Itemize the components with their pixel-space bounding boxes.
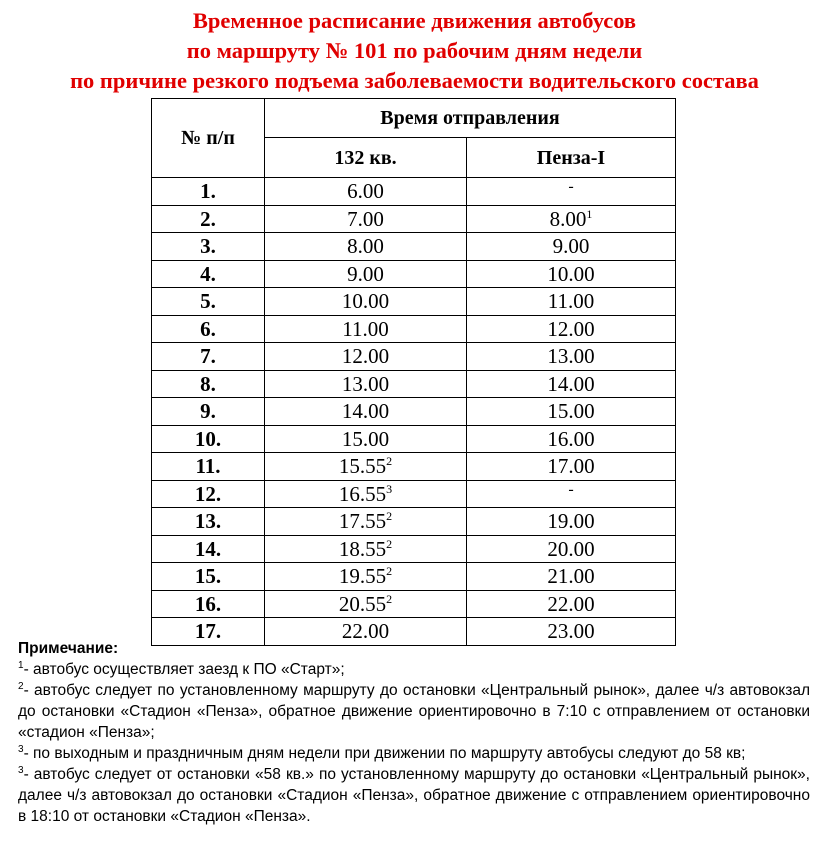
note-item	[18, 764, 810, 827]
row-number: 11.	[152, 453, 265, 481]
notes-list	[18, 659, 810, 827]
row-number: 15.	[152, 563, 265, 591]
title-line-1: Временное расписание движения автобусов	[192, 8, 637, 33]
time-132kv: 12.00	[265, 343, 467, 371]
footnote-mark: 2	[386, 454, 393, 469]
time-penza1: 21.00	[467, 563, 676, 591]
time-132kv: 19.55$^2$	[265, 563, 467, 591]
note-item	[18, 680, 810, 743]
time-penza1: 8.00$^1$	[467, 205, 676, 233]
table-row	[152, 343, 676, 371]
table-row	[152, 370, 676, 398]
time-132kv: 17.55$^2$	[265, 508, 467, 536]
note-footnote-mark: 1	[18, 660, 24, 671]
row-number: 5.	[152, 288, 265, 316]
time-132kv: 20.55$^2$	[265, 590, 467, 618]
header-col-penza1: Пенза-I	[467, 138, 676, 178]
row-number: 8.	[152, 370, 265, 398]
row-number: 1.	[152, 178, 265, 206]
notes-section	[18, 638, 810, 827]
footnote-mark: 3	[386, 481, 393, 496]
note-footnote-mark: 2	[18, 681, 24, 692]
table-row	[152, 288, 676, 316]
time-penza1: 19.00	[467, 508, 676, 536]
time-penza1: 13.00	[467, 343, 676, 371]
row-number: 7.	[152, 343, 265, 371]
note-item	[18, 743, 810, 764]
time-penza1: 10.00	[467, 260, 676, 288]
time-132kv: 11.00	[265, 315, 467, 343]
row-number: 3.	[152, 233, 265, 261]
footnote-mark: 2	[386, 591, 393, 606]
note-item	[18, 659, 810, 680]
table-row	[152, 480, 676, 508]
note-footnote-mark: 3	[18, 744, 24, 755]
time-132kv: 16.55$^3$	[265, 480, 467, 508]
table-row	[152, 260, 676, 288]
row-number: 9.	[152, 398, 265, 426]
table-row	[152, 315, 676, 343]
schedule-title	[0, 6, 829, 96]
header-col-132kv: 132 кв.	[265, 138, 467, 178]
title-line-3: по причине резкого подъема заболеваемости водительского состава	[70, 68, 759, 93]
row-number: 10.	[152, 425, 265, 453]
time-penza1: 15.00	[467, 398, 676, 426]
time-penza1: 16.00	[467, 425, 676, 453]
time-penza1: 12.00	[467, 315, 676, 343]
footnote-mark: 1	[586, 206, 593, 221]
table-row	[152, 398, 676, 426]
row-number: 16.	[152, 590, 265, 618]
footnote-mark: 2	[386, 509, 393, 524]
note-text: - по выходным и праздничным дням недели при движении по маршруту автобусы следуют до 58 кв;	[23, 745, 746, 762]
table-row	[152, 205, 676, 233]
time-penza1: 11.00	[467, 288, 676, 316]
header-num: № п/п	[152, 99, 265, 178]
time-132kv: 8.00	[265, 233, 467, 261]
table-row	[152, 178, 676, 206]
note-footnote-mark: 3	[18, 765, 24, 776]
schedule-table	[151, 98, 676, 646]
time-penza1: 22.00	[467, 590, 676, 618]
time-132kv: 14.00	[265, 398, 467, 426]
table-row	[152, 563, 676, 591]
time-132kv: 9.00	[265, 260, 467, 288]
time-132kv: 18.55$^2$	[265, 535, 467, 563]
table-row	[152, 453, 676, 481]
notes-heading: Примечание:	[18, 640, 119, 657]
title-line-2: по маршруту № 101 по рабочим дням недели	[186, 38, 643, 63]
table-row	[152, 425, 676, 453]
row-number: 4.	[152, 260, 265, 288]
table-row	[152, 508, 676, 536]
time-penza1: 9.00	[467, 233, 676, 261]
time-132kv: 7.00	[265, 205, 467, 233]
time-132kv: 15.00	[265, 425, 467, 453]
time-132kv: 13.00	[265, 370, 467, 398]
note-text: - автобус следует от остановки «58 кв.» по установленному маршруту до остановки «Центральный рынок», далее ч/з автовокзал до остановки «Стадион «Пенза», обратное движение с отправлением ориентировочно в 18:10 от остановки «Стадион «Пенза».	[18, 766, 810, 825]
table-row	[152, 590, 676, 618]
time-penza1: 17.00	[467, 453, 676, 481]
time-penza1: -	[467, 480, 676, 508]
time-penza1: -	[467, 178, 676, 206]
header-row	[152, 99, 676, 138]
table-row	[152, 535, 676, 563]
row-number: 2.	[152, 205, 265, 233]
header-departure-time: Время отправления	[265, 99, 676, 138]
time-132kv: 22.00	[265, 618, 467, 646]
time-penza1: 20.00	[467, 535, 676, 563]
row-number: 13.	[152, 508, 265, 536]
time-penza1: 23.00	[467, 618, 676, 646]
table-row	[152, 233, 676, 261]
footnote-mark: 2	[386, 536, 393, 551]
row-number: 17.	[152, 618, 265, 646]
time-132kv: 10.00	[265, 288, 467, 316]
row-number: 6.	[152, 315, 265, 343]
time-penza1: 14.00	[467, 370, 676, 398]
row-number: 14.	[152, 535, 265, 563]
time-132kv: 6.00	[265, 178, 467, 206]
note-text: - автобус следует по установленному маршруту до остановки «Центральный рынок», далее ч/з автовокзал до остановки «Стадион «Пенза», обратное движение ориентировочно в 7:10 с отправлением от остановки «стадион «Пенза»;	[18, 682, 810, 741]
row-number: 12.	[152, 480, 265, 508]
note-text: - автобус осуществляет заезд к ПО «Старт»;	[23, 661, 345, 678]
time-132kv: 15.55$^2$	[265, 453, 467, 481]
footnote-mark: 2	[386, 564, 393, 579]
